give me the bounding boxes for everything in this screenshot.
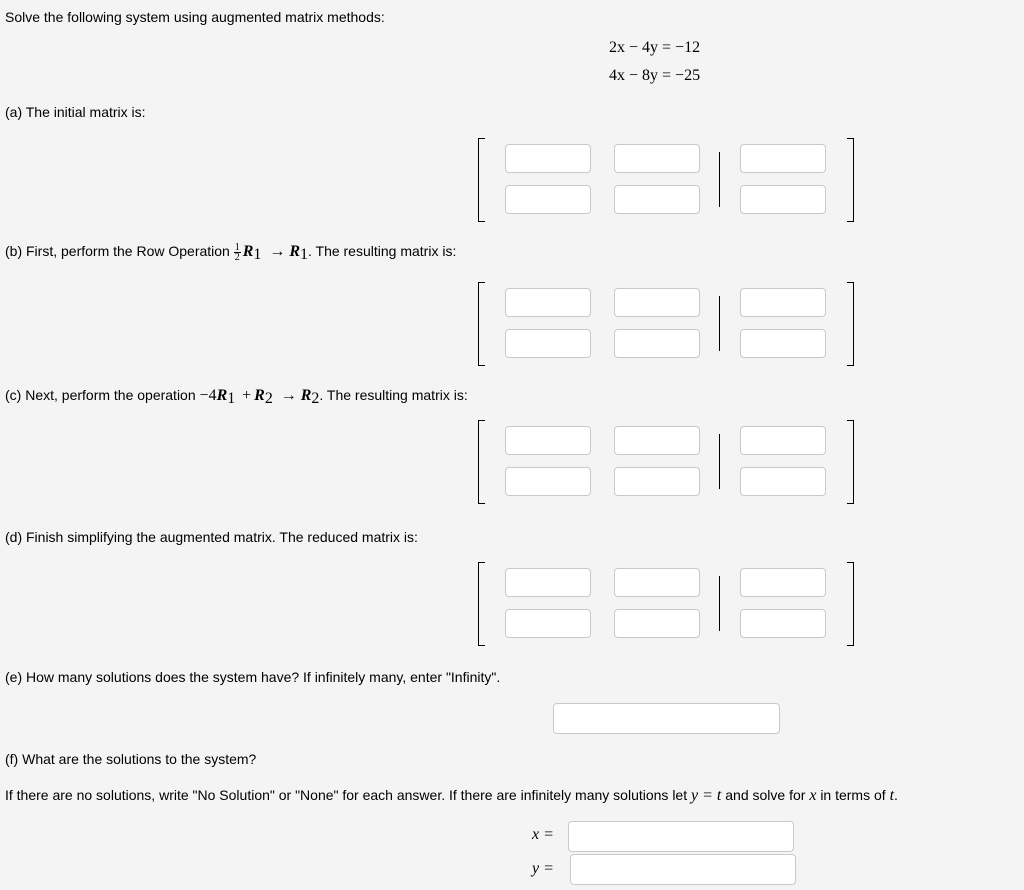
matrix-b-cell-1-2[interactable]: [614, 288, 700, 317]
matrix-a-cell-2-3[interactable]: [740, 185, 826, 214]
left-bracket: [478, 138, 485, 222]
num-solutions-input[interactable]: [553, 703, 780, 734]
matrix-a-cell-2-1[interactable]: [505, 185, 591, 214]
y-answer-input[interactable]: [570, 854, 796, 885]
matrix-b-cell-2-3[interactable]: [740, 329, 826, 358]
part-c-label: (c) Next, perform the operation $-4R_1 + R_2 \to R_2$. The resulting matrix is:: [5, 387, 468, 407]
part-e-label: (e) How many solutions does the system have? If infinitely many, enter "Infinity".: [5, 669, 501, 685]
part-b-label: (b) First, perform the Row Operation $\frac{1}{2}$ $R_1 \to R_1$. The resulting matrix is:: [5, 242, 457, 264]
matrix-b-cell-2-2[interactable]: [614, 329, 700, 358]
left-bracket: [478, 562, 485, 646]
augment-divider: [719, 434, 720, 489]
augment-divider: [719, 576, 720, 631]
right-bracket: [847, 562, 854, 646]
matrix-c-cell-1-3[interactable]: [740, 426, 826, 455]
fraction-one-half: $\frac{1}{2}$: [234, 242, 240, 263]
matrix-d-cell-1-1[interactable]: [505, 568, 591, 597]
left-bracket: [478, 420, 485, 504]
matrix-c-cell-2-1[interactable]: [505, 467, 591, 496]
x-answer-input[interactable]: [568, 821, 794, 852]
matrix-d-cell-1-2[interactable]: [614, 568, 700, 597]
matrix-c-cell-2-3[interactable]: [740, 467, 826, 496]
matrix-b-cell-2-1[interactable]: [505, 329, 591, 358]
matrix-c-cell-2-2[interactable]: [614, 467, 700, 496]
part-f-question: (f) What are the solutions to the system?: [5, 751, 257, 767]
matrix-a-cell-1-2[interactable]: [614, 144, 700, 173]
matrix-b: [478, 282, 854, 364]
equation-2: 4x − 8y = −25: [609, 67, 701, 84]
right-bracket: [847, 138, 854, 222]
matrix-c-cell-1-1[interactable]: [505, 426, 591, 455]
matrix-a-cell-2-2[interactable]: [614, 185, 700, 214]
right-bracket: [847, 420, 854, 504]
problem-prompt: Solve the following system using augmented matrix methods:: [5, 9, 385, 25]
part-b-prefix: (b) First, perform the Row Operation: [5, 243, 230, 260]
matrix-d: [478, 562, 854, 644]
part-a-label: (a) The initial matrix is:: [5, 104, 146, 120]
matrix-c: [478, 420, 854, 502]
equation-1: 2x − 4y = −12: [609, 39, 701, 56]
x-label: x =: [532, 826, 554, 843]
matrix-d-cell-2-3[interactable]: [740, 609, 826, 638]
matrix-d-cell-1-3[interactable]: [740, 568, 826, 597]
y-equals-t: y = t: [691, 787, 722, 804]
matrix-a: [478, 138, 854, 220]
matrix-d-cell-2-1[interactable]: [505, 609, 591, 638]
matrix-a-cell-1-3[interactable]: [740, 144, 826, 173]
matrix-a-cell-1-1[interactable]: [505, 144, 591, 173]
part-d-label: (d) Finish simplifying the augmented matrix. The reduced matrix is:: [5, 529, 418, 545]
matrix-b-cell-1-3[interactable]: [740, 288, 826, 317]
augment-divider: [719, 296, 720, 351]
augment-divider: [719, 152, 720, 207]
matrix-b-cell-1-1[interactable]: [505, 288, 591, 317]
left-bracket: [478, 282, 485, 366]
matrix-d-cell-2-2[interactable]: [614, 609, 700, 638]
matrix-c-cell-1-2[interactable]: [614, 426, 700, 455]
right-bracket: [847, 282, 854, 366]
arrow: →: [269, 243, 286, 261]
part-f-instructions: If there are no solutions, write "No Solution" or "None" for each answer. If there are infinitely many solutions let y = t and solve for x in terms of t.: [5, 787, 898, 804]
y-label: y =: [532, 860, 554, 877]
arrow: →: [280, 387, 297, 404]
